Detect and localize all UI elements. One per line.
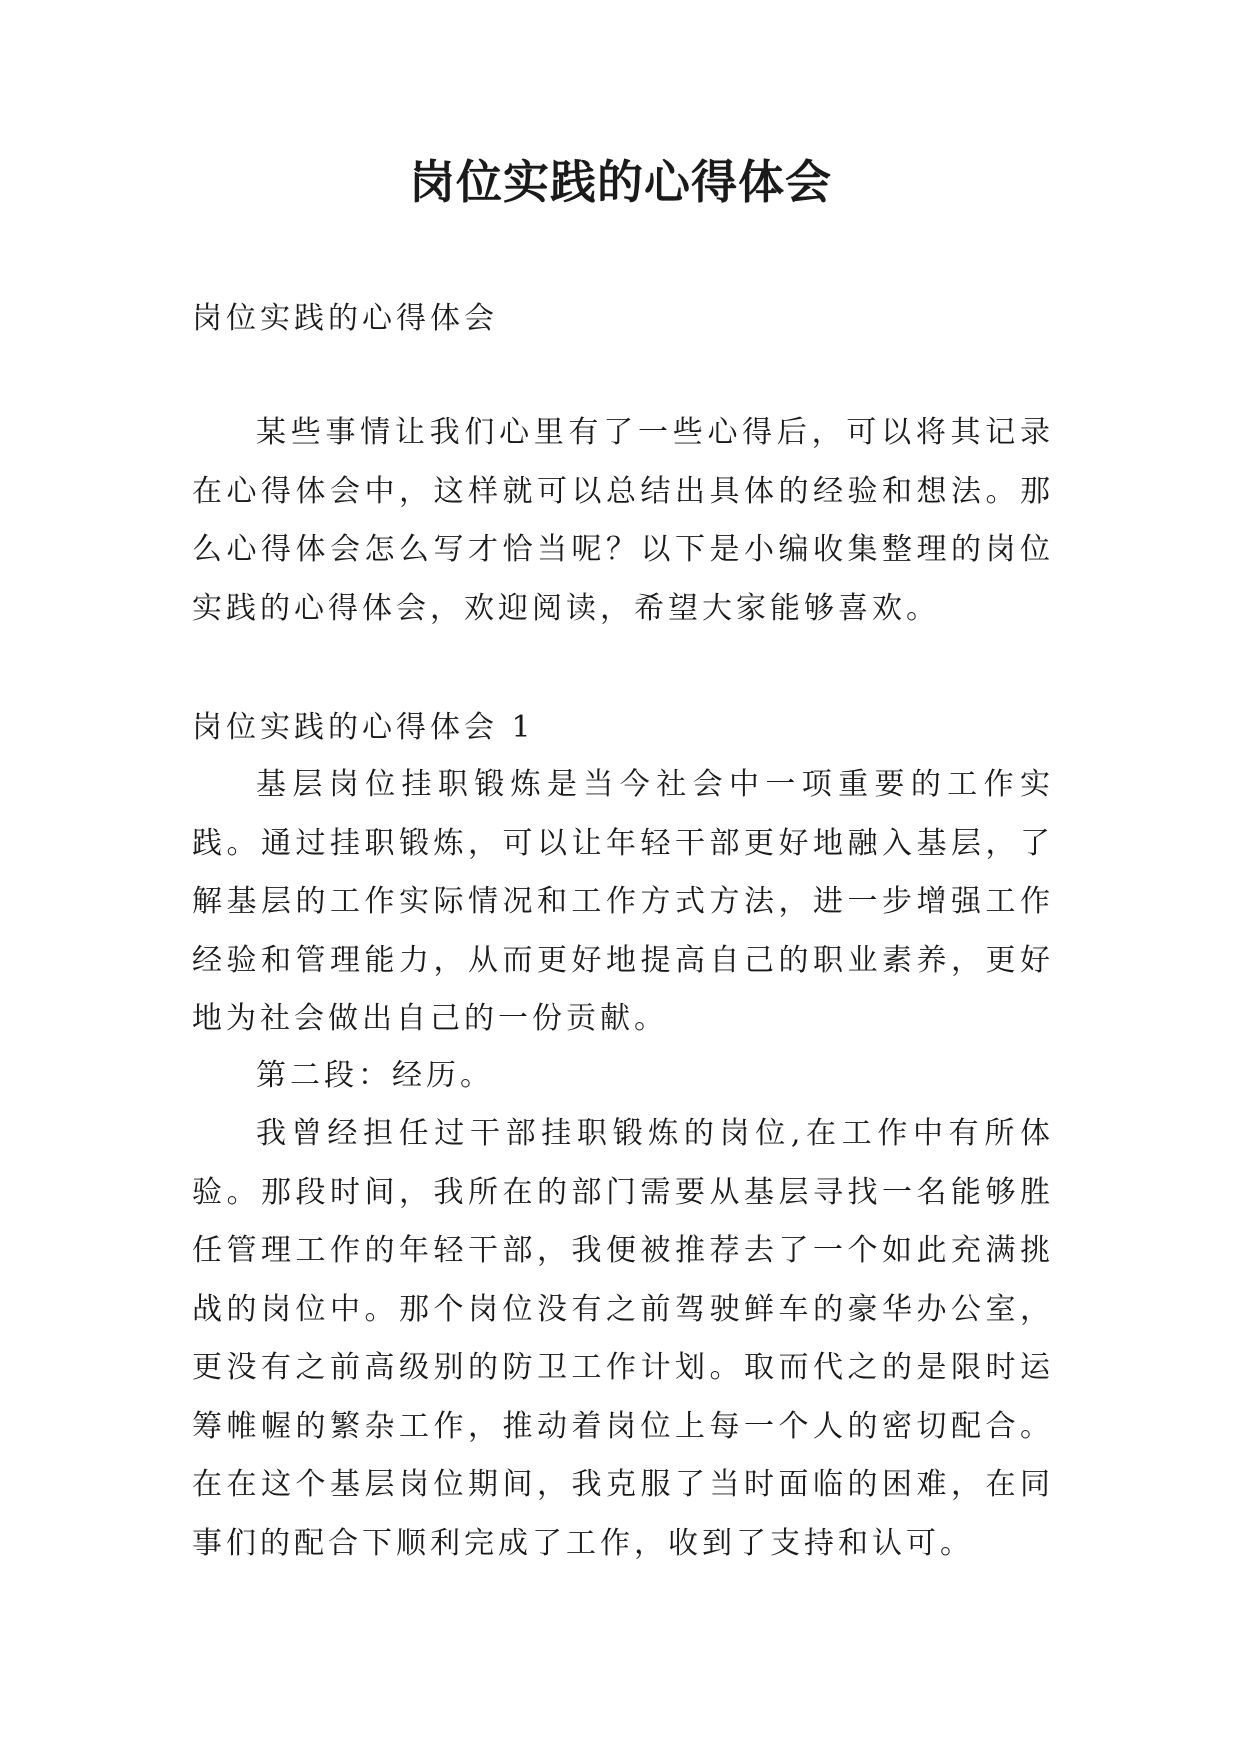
section-heading: 岗位实践的心得体会 1 — [192, 710, 535, 745]
body-paragraph: 基层岗位挂职锻炼是当今社会中一项重要的工作实践。通过挂职锻炼，可以让年轻干部更好地融入基层，了解基层的工作实际情况和工作方式方法，进一步增强工作经验和管理能力，从而更好地提高自己的职业素养，更好地为社会做出自己的一份贡献。 — [192, 767, 1054, 1036]
document-subtitle: 岗位实践的心得体会 — [192, 301, 498, 336]
document-title: 岗位实践的心得体会 — [409, 155, 832, 209]
body-paragraph: 我曾经担任过干部挂职锻炼的岗位,在工作中有所体验。那段时间，我所在的部门需要从基层寻找一名能够胜任管理工作的年轻干部，我便被推荐去了一个如此充满挑战的岗位中。那个岗位没有之前驾驶鲜车的豪华办公室，更没有之前高级别的防卫工作计划。取而代之的是限时运筹帷幄的繁杂工作，推动着岗位上每一个人的密切配合。在在这个基层岗位期间，我克服了当时面临的困难，在同事们的配合下顺利完成了工作，收到了支持和认可。 — [192, 1116, 1054, 1561]
body-paragraph: 第二段：经历。 — [256, 1058, 494, 1093]
intro-paragraph: 某些事情让我们心里有了一些心得后，可以将其记录在心得体会中，这样就可以总结出具体的经验和想法。那么心得体会怎么写才恰当呢？以下是小编收集整理的岗位实践的心得体会，欢迎阅读，希望大家能够喜欢。 — [192, 415, 1054, 626]
